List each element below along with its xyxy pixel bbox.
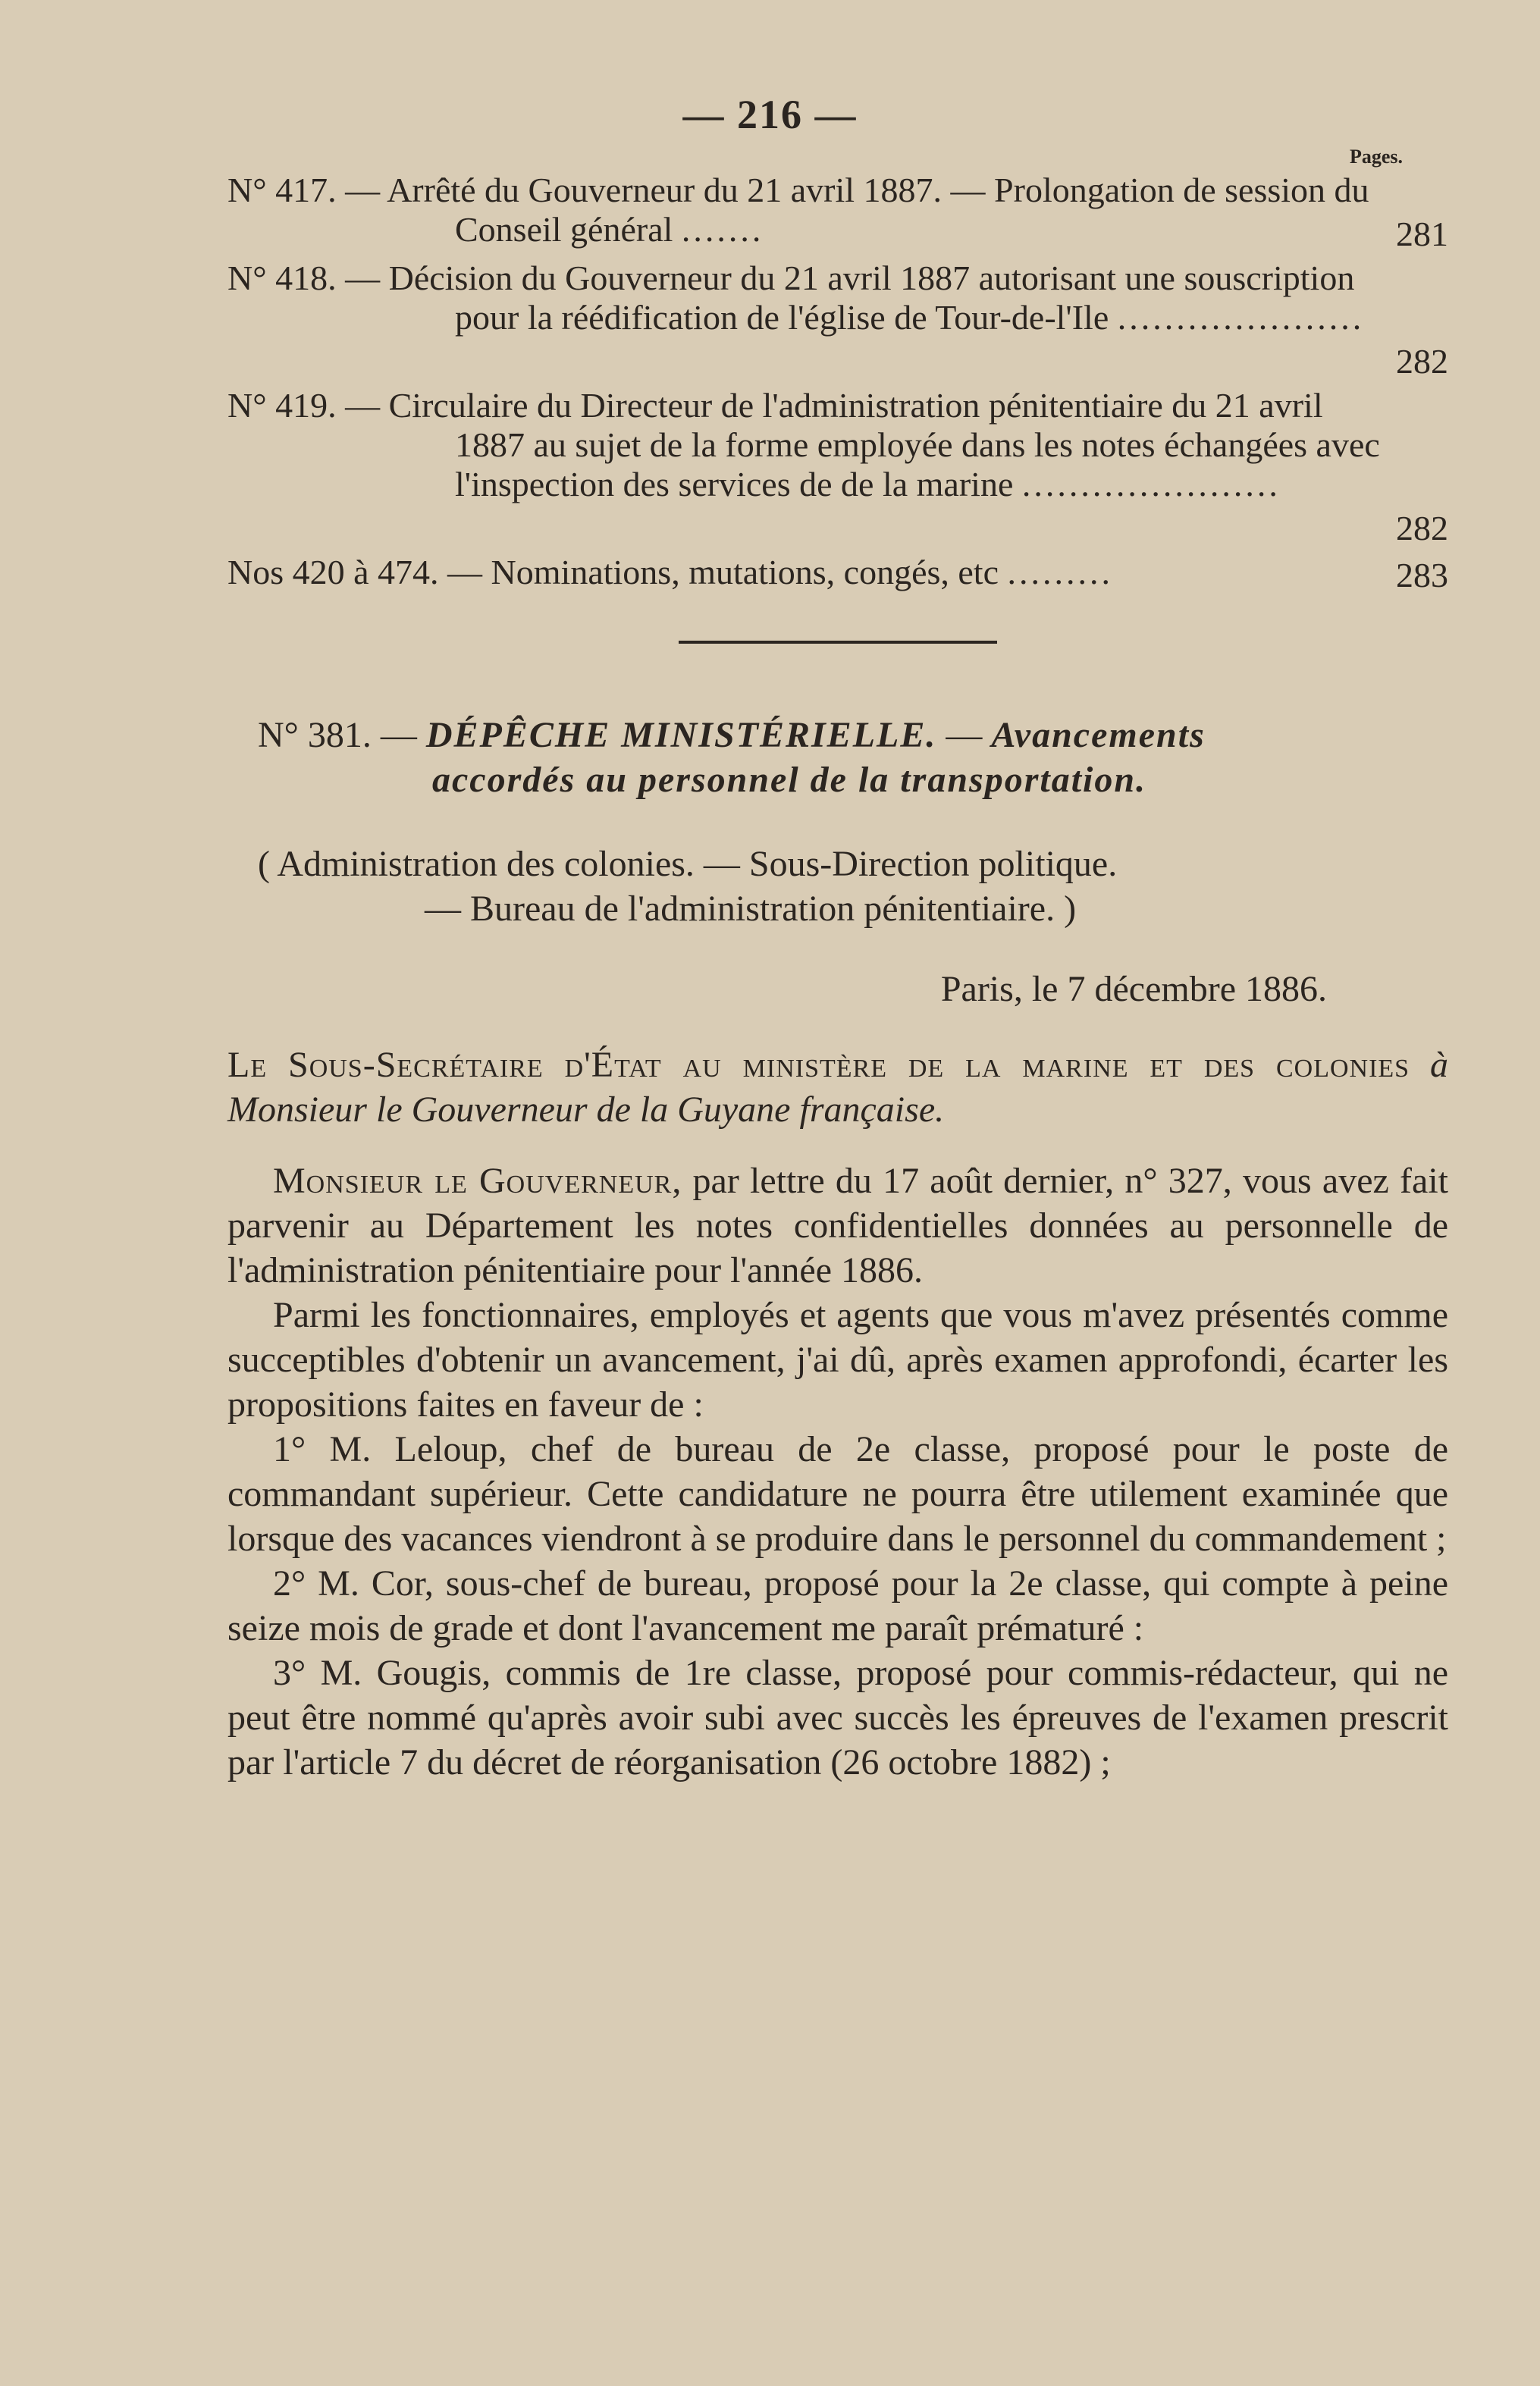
sender-title: Le Sous-Secrétaire d'État au ministère de la marine et des colonies	[227, 1045, 1410, 1085]
toc-entry	[227, 171, 1448, 254]
letter-body	[227, 1159, 1448, 1785]
document-subject: Avancements	[991, 715, 1206, 755]
recipient: à Monsieur le Gouverneur de la Guyane française.	[227, 1045, 1449, 1130]
paragraph: Parmi les fonctionnaires, employés et agents que vous m'avez présentés comme succeptibles d'obtenir un avancement, j'ai dû, après examen approfondi, écarter les propositions faites en faveur de :	[227, 1295, 1448, 1425]
document-subject-continued: accordés au personnel de la transportation.	[432, 760, 1147, 800]
page-number: — 216 —	[682, 92, 858, 137]
toc-dot-leader: ......................	[1021, 465, 1281, 503]
paragraph: 2° M. Cor, sous-chef de bureau, proposé pour la 2e classe, qui compte à peine seize mois de grade et dont l'avancement me paraît prématuré :	[227, 1563, 1448, 1648]
toc-entry-page: 281	[1390, 215, 1448, 254]
paragraph: 3° M. Gougis, commis de 1re classe, proposé pour commis-rédacteur, qui ne peut être nommé qu'après avoir subi avec succès les épreuves de l'examen prescrit par l'article 7 du décret de réorganisation (26 octobre 1882) ;	[227, 1653, 1448, 1782]
toc-entry-text: — Nominations, mutations, congés, etc	[447, 553, 999, 591]
document-heading	[227, 713, 1448, 802]
pages-column-label: Pages.	[1350, 146, 1404, 168]
heading-dash: —	[946, 715, 983, 755]
paragraph: 1° M. Leloup, chef de bureau de 2e classe, proposé pour le poste de commandant supérieur. Cette candidature ne pourra être utilement examinée que lorsque des vacances viendront à se produire dans le personnel du commandement ;	[227, 1429, 1448, 1559]
document-number: N° 381.	[258, 715, 372, 755]
toc-entry-text: — Circulaire du Directeur de l'administration pénitentiaire du 21 avril 1887 au sujet de la forme employée dans les notes échangées avec l'inspection des services de de la marine	[345, 386, 1380, 503]
toc-entry-number: N° 419.	[227, 386, 337, 425]
toc-entry	[227, 553, 1448, 595]
section-divider	[679, 641, 997, 644]
heading-dash: —	[380, 715, 417, 755]
administration-line	[227, 842, 1448, 931]
toc-entry-number: Nos 420 à 474.	[227, 553, 439, 591]
addressee	[227, 1043, 1448, 1132]
toc-entry	[227, 386, 1448, 548]
administration-line-1: ( Administration des colonies. — Sous-Direction politique.	[258, 844, 1118, 884]
salutation: Monsieur le Gouverneur,	[273, 1161, 682, 1201]
toc-dot-leader: .......	[681, 210, 764, 249]
paragraph: Monsieur le Gouverneur, par lettre du 17 août dernier, n° 327, vous avez fait parvenir au Département les notes confidentielles données au personnelle de l'administration pénitentiaire pour l'année 1886.	[227, 1161, 1448, 1290]
toc-entry-text: — Décision du Gouverneur du 21 avril 1887 autorisant une souscription pour la réédification de l'église de Tour-de-l'Ile	[345, 259, 1355, 337]
administration-line-2: — Bureau de l'administration pénitentiaire. )	[425, 889, 1077, 929]
toc-entry-number: N° 418.	[227, 259, 337, 297]
toc-entry-text: — Arrêté du Gouverneur du 21 avril 1887. — Prolongation de session du Conseil général	[345, 171, 1369, 249]
toc-dot-leader: .........	[1007, 553, 1113, 591]
toc-dot-leader: .....................	[1117, 298, 1365, 337]
toc-entry-page: 282	[1390, 342, 1448, 381]
document-title: DÉPÊCHE MINISTÉRIELLE.	[425, 715, 937, 755]
toc-entry	[227, 259, 1448, 381]
toc-entry-number: N° 417.	[227, 171, 337, 209]
toc-entry-page: 283	[1390, 556, 1448, 595]
toc-entry-page: 282	[1390, 509, 1448, 548]
place-and-date: Paris, le 7 décembre 1886.	[940, 969, 1327, 1009]
table-of-contents	[227, 171, 1448, 600]
